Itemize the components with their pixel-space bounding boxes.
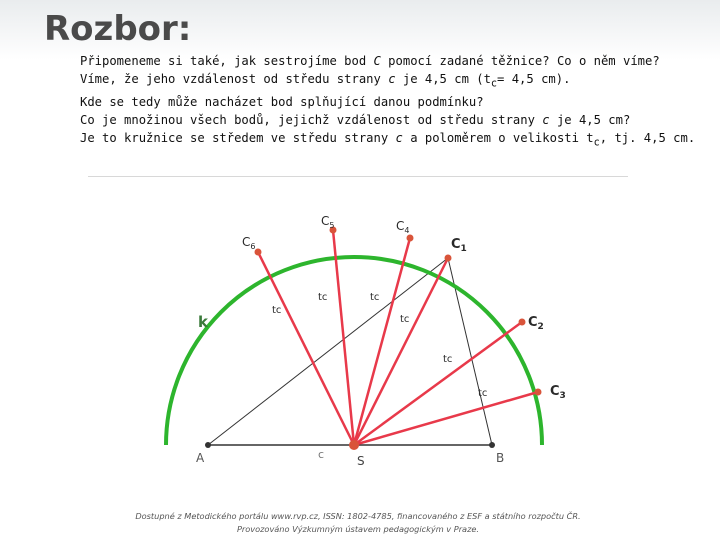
- footer-line-1: Dostupné z Metodického portálu www.rvp.cz, ISSN: 1802-4785, financovaného z ESF a státního rozpočtu ČR.: [135, 511, 581, 521]
- label-side-c: c: [318, 448, 325, 461]
- p2-sub-c: c: [490, 78, 498, 90]
- paragraph-3: Kde se tedy může nacházet bod splňující danou podmínku?: [80, 95, 484, 110]
- point-c2: [519, 319, 526, 326]
- median-label-3: tc: [370, 292, 380, 303]
- p5-part-c: a poloměrem o velikosti t: [402, 131, 594, 146]
- median-c2: [354, 322, 522, 445]
- label-c1: $C_1$: [451, 237, 467, 254]
- slide-title: Rozbor:: [44, 9, 192, 49]
- p5-part-e: , tj. 4,5 cm.: [599, 131, 696, 146]
- footer-credit: [88, 510, 628, 536]
- point-c4: [407, 235, 414, 242]
- p2-part-c: je 4,5 cm (t: [395, 72, 491, 86]
- line-a-to-c1: [208, 258, 448, 445]
- median-c4: [354, 238, 410, 445]
- label-c4: $C_4$: [396, 219, 410, 235]
- p1-part-c: pomocí zadané těžnice? Co o něm víme?: [380, 54, 660, 68]
- median-label-1: tc: [272, 305, 282, 316]
- point-b: [489, 442, 495, 448]
- p2-side-c: c: [388, 72, 396, 86]
- median-c5: [333, 230, 354, 445]
- point-s: [349, 440, 359, 450]
- p1-point-c: C: [373, 54, 381, 68]
- median-c6: [258, 252, 354, 445]
- median-label-4: tc: [400, 314, 410, 325]
- label-a: A: [196, 451, 205, 465]
- label-c6: $C_6$: [242, 235, 256, 251]
- label-c5: $C_5$: [321, 214, 335, 230]
- p5-sub-c: c: [593, 137, 600, 149]
- p5-part-a: Je to kružnice se středem ve středu strany: [80, 131, 396, 146]
- median-label-5: tc: [443, 354, 453, 365]
- label-circle-k: k: [198, 313, 208, 331]
- median-c1: [354, 258, 448, 445]
- label-c2: $C_2$: [528, 315, 544, 332]
- p2-part-a: Víme, že jeho vzdálenost od středu strany: [80, 72, 389, 86]
- label-s: S: [357, 454, 365, 468]
- point-c3: [535, 389, 542, 396]
- footer-line-2: Provozováno Výzkumným ústavem pedagogickým v Praze.: [236, 524, 480, 534]
- p4-part-a: Co je množinou všech bodů, jejichž vzdálenost od středu strany: [80, 113, 543, 128]
- p2-part-e: = 4,5 cm).: [497, 72, 571, 86]
- label-c3: $C_3$: [550, 384, 566, 401]
- point-c1: [445, 255, 452, 262]
- median-label-6: tc: [478, 388, 488, 399]
- point-c6: [255, 249, 262, 256]
- p1-part-a: Připomeneme si také, jak sestrojíme bod: [80, 54, 374, 68]
- p5-side-c: c: [395, 131, 403, 146]
- label-b: B: [496, 451, 505, 465]
- p4-part-c: je 4,5 cm?: [549, 113, 631, 128]
- point-a: [205, 442, 211, 448]
- median-c3: [354, 392, 538, 445]
- median-label-2: tc: [318, 292, 328, 303]
- p4-side-c: c: [542, 113, 550, 128]
